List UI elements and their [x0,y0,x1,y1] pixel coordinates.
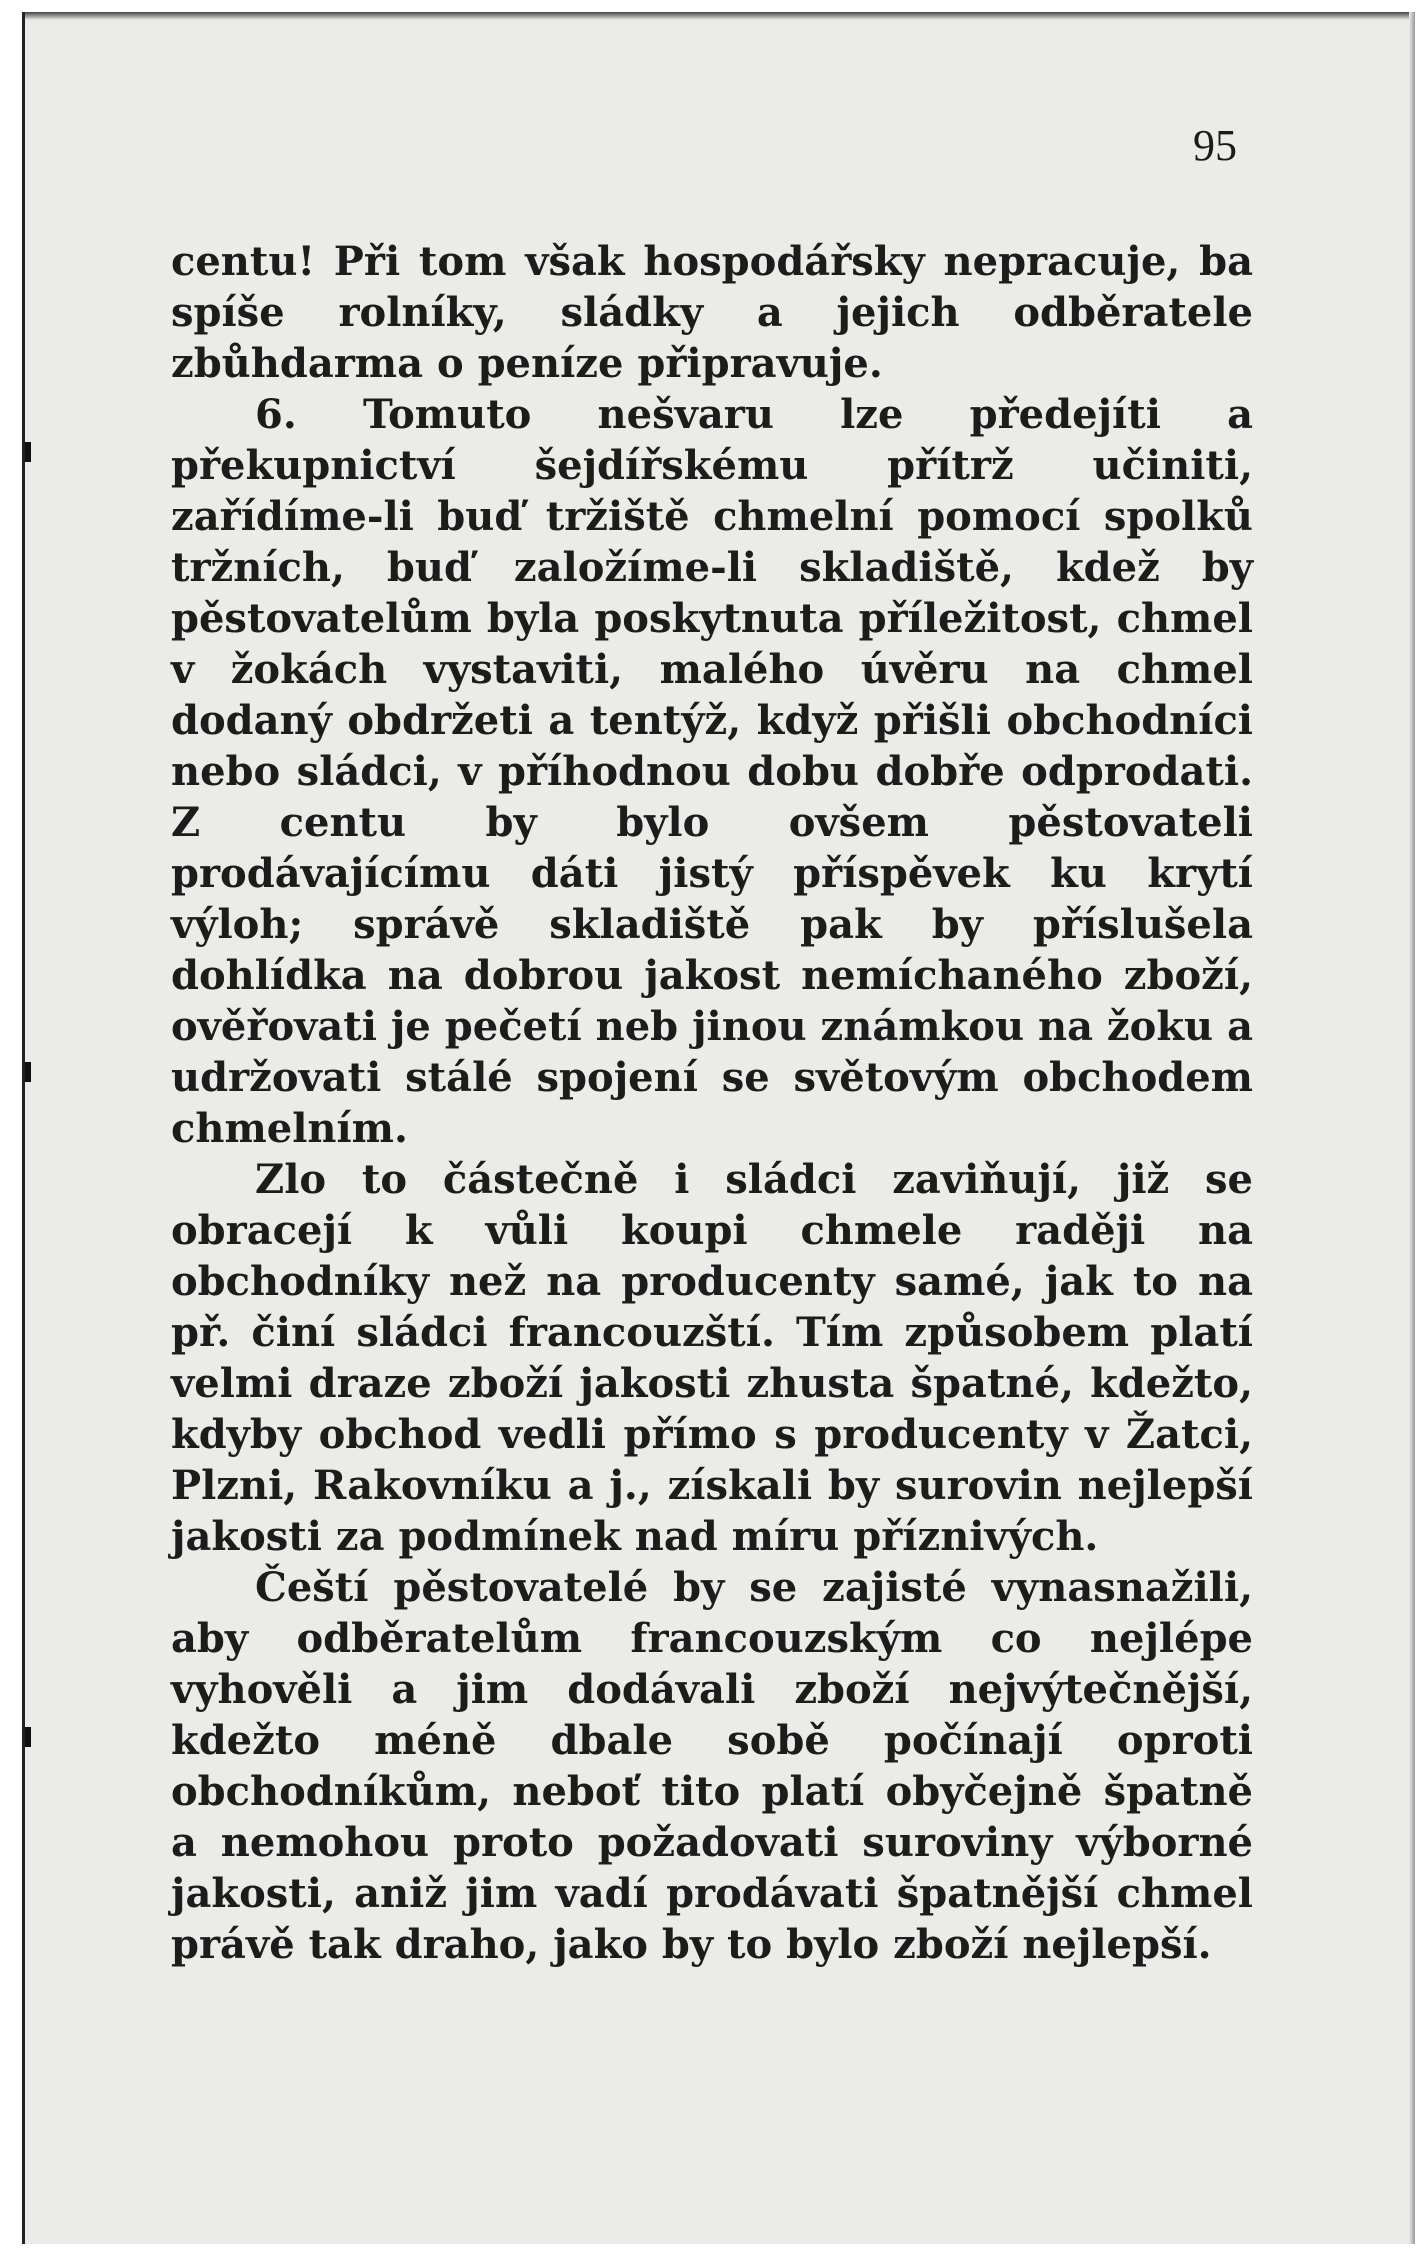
body-text [171,236,1253,1970]
paragraph-6: 6. Tomuto nešvaru lze předejíti a překupnictví šejdířskému přítrž učiniti, zařídíme-li buď tržiště chmelní pomocí spolků tržních, buď založíme-li skladiště, kdež by pěstovatelům byla poskytnuta příležitost, chmel v žokách vystaviti, malého úvěru na chmel dodaný obdržeti a tentýž, když přišli obchodníci nebo sládci, v příhodnou dobu dobře odprodati. Z centu by bylo ovšem pěstovateli prodávajícímu dáti jistý příspěvek ku krytí výloh; správě skladiště pak by příslušela dohlídka na dobrou jakost nemíchaného zboží, ověřovati je pečetí neb jinou známkou na žoku a udržovati stálé spojení se světovým obchodem chmelním. [171,391,1253,1152]
paragraph-growers: Čeští pěstovatelé by se zajisté vynasnažili, aby odběratelům francouzským co nejlépe vyhověli a jim dodávali zboží nejvýtečnější, kdežto méně dbale sobě počínají oproti obchodníkům, neboť tito platí obyčejně špatně a nemohou proto požadovati suroviny výborné jakosti, aniž jim vadí prodávati špatnější chmel právě tak draho, jako by to bylo zboží nejlepší. [171,1564,1253,1968]
binding-mark [22,442,31,462]
scan-edge-right [1409,12,1415,2244]
paragraph-brewers: Zlo to částečně i sládci zaviňují, již se obracejí k vůli koupi chmele raději na obchodníky než na producenty samé, jak to na př. činí sládci francouzští. Tím způsobem platí velmi draze zboží jakosti zhusta špatné, kdežto, kdyby obchod vedli přímo s producenty v Žatci, Plzni, Rakovníku a j., získali by surovin nejlepší jakosti za podmínek nad míru příznivých. [171,1156,1253,1560]
binding-mark [22,1727,31,1747]
page-number: 95 [1193,121,1237,170]
scan-edge-top [25,12,1415,20]
paragraph-continuation: centu! Při tom však hospodářsky nepracuje, ba spíše rolníky, sládky a jejich odběratele zbůhdarma o peníze připravuje. [171,238,1253,387]
book-page [22,12,1415,2244]
binding-mark [22,1062,31,1082]
